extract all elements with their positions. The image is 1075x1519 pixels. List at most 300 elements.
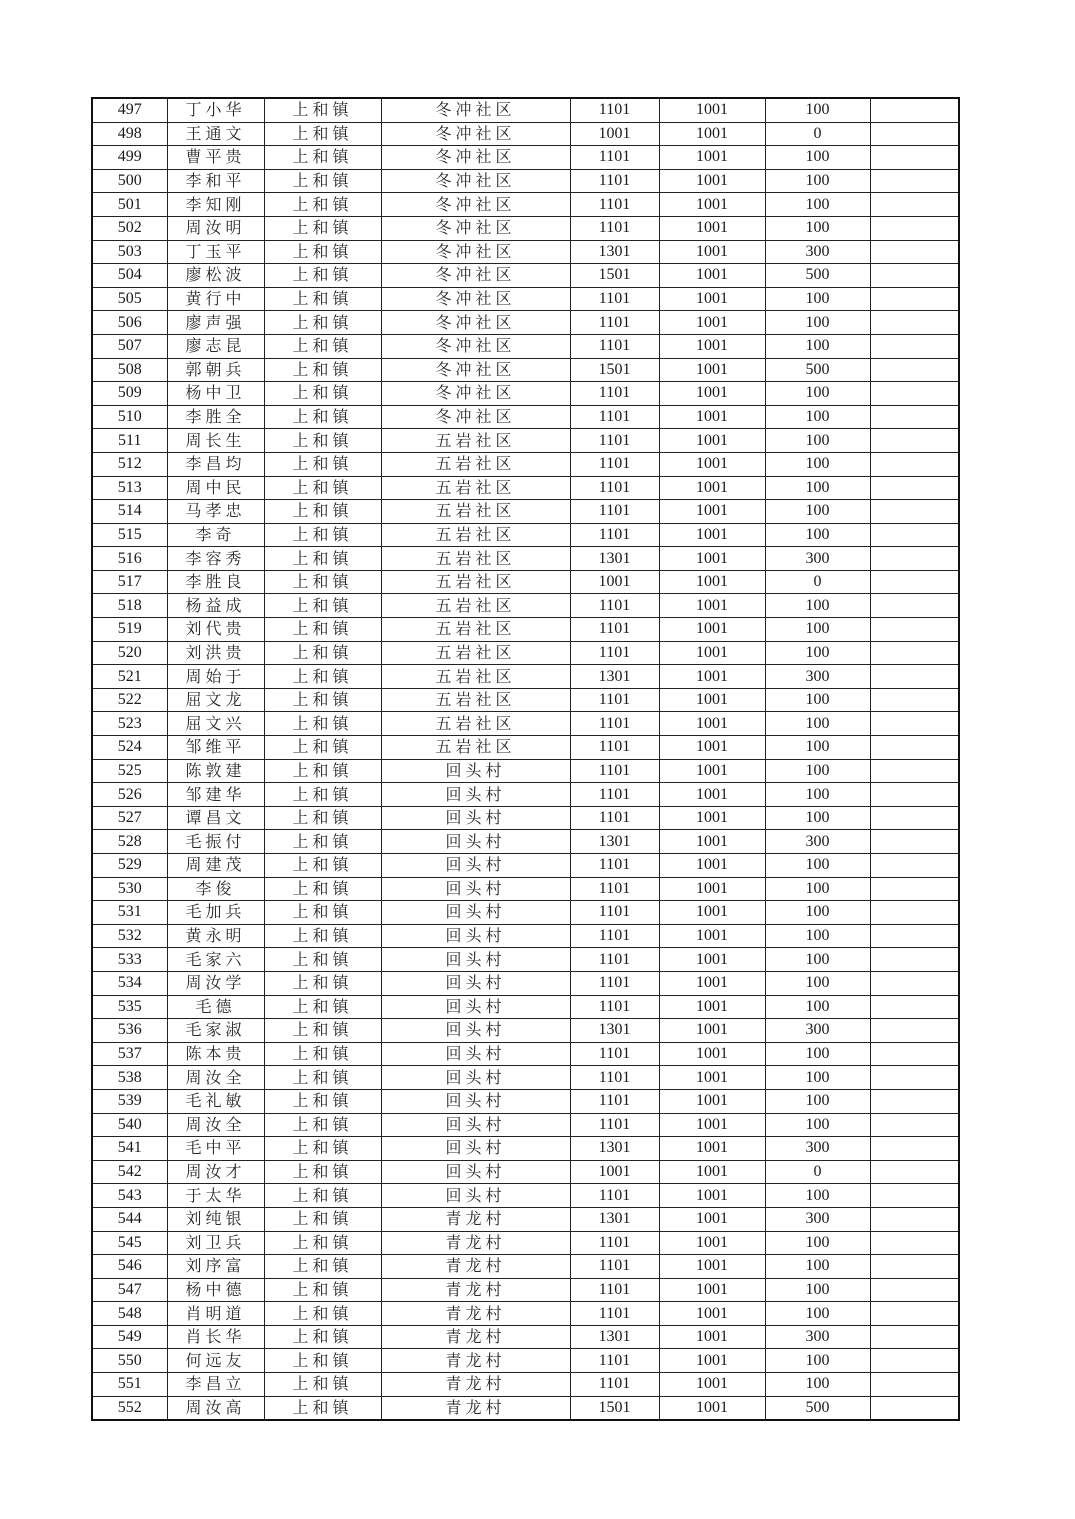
- table-row: [92, 971, 959, 995]
- cell-note: [870, 924, 959, 948]
- cell-person-name: 周汝全: [167, 1113, 264, 1137]
- cell-amount: 100: [765, 476, 870, 500]
- cell-note: [870, 193, 959, 217]
- cell-code-a: 1101: [570, 901, 659, 925]
- cell-town: 上和镇: [264, 240, 381, 264]
- cell-code-a: 1101: [570, 523, 659, 547]
- cell-village: 冬冲社区: [381, 193, 570, 217]
- cell-serial-number: 532: [92, 924, 167, 948]
- cell-village: 青龙村: [381, 1373, 570, 1397]
- cell-serial-number: 515: [92, 523, 167, 547]
- cell-person-name: 李胜良: [167, 570, 264, 594]
- cell-serial-number: 513: [92, 476, 167, 500]
- cell-note: [870, 736, 959, 760]
- table-row: [92, 618, 959, 642]
- cell-amount: 100: [765, 995, 870, 1019]
- cell-code-a: 1101: [570, 169, 659, 193]
- cell-serial-number: 547: [92, 1278, 167, 1302]
- cell-village: 回头村: [381, 971, 570, 995]
- cell-code-a: 1101: [570, 405, 659, 429]
- table-row: [92, 287, 959, 311]
- cell-code-a: 1101: [570, 806, 659, 830]
- cell-village: 冬冲社区: [381, 358, 570, 382]
- cell-person-name: 王通文: [167, 122, 264, 146]
- cell-code-b: 1001: [659, 736, 765, 760]
- cell-amount: 100: [765, 736, 870, 760]
- cell-amount: 0: [765, 122, 870, 146]
- table-row: [92, 1019, 959, 1043]
- cell-code-a: 1101: [570, 216, 659, 240]
- cell-code-b: 1001: [659, 98, 765, 122]
- table-row: [92, 405, 959, 429]
- cell-person-name: 廖松波: [167, 264, 264, 288]
- table-row: [92, 759, 959, 783]
- cell-amount: 100: [765, 759, 870, 783]
- cell-code-a: 1101: [570, 641, 659, 665]
- table-row: [92, 311, 959, 335]
- cell-code-b: 1001: [659, 169, 765, 193]
- cell-note: [870, 146, 959, 170]
- cell-amount: 100: [765, 334, 870, 358]
- cell-person-name: 于太华: [167, 1184, 264, 1208]
- cell-person-name: 毛礼敏: [167, 1089, 264, 1113]
- cell-person-name: 杨益成: [167, 594, 264, 618]
- cell-note: [870, 877, 959, 901]
- cell-person-name: 刘序富: [167, 1255, 264, 1279]
- cell-code-a: 1101: [570, 1373, 659, 1397]
- cell-town: 上和镇: [264, 169, 381, 193]
- table-row: [92, 854, 959, 878]
- cell-code-b: 1001: [659, 500, 765, 524]
- cell-person-name: 屈文兴: [167, 712, 264, 736]
- cell-code-b: 1001: [659, 830, 765, 854]
- cell-person-name: 屈文龙: [167, 688, 264, 712]
- cell-person-name: 邹维平: [167, 736, 264, 760]
- cell-town: 上和镇: [264, 1302, 381, 1326]
- cell-serial-number: 542: [92, 1160, 167, 1184]
- cell-code-b: 1001: [659, 547, 765, 571]
- cell-village: 回头村: [381, 901, 570, 925]
- cell-note: [870, 1019, 959, 1043]
- cell-village: 冬冲社区: [381, 382, 570, 406]
- cell-amount: 100: [765, 452, 870, 476]
- cell-person-name: 周汝才: [167, 1160, 264, 1184]
- cell-town: 上和镇: [264, 1373, 381, 1397]
- cell-note: [870, 500, 959, 524]
- table-row: [92, 712, 959, 736]
- table-row: [92, 240, 959, 264]
- cell-serial-number: 507: [92, 334, 167, 358]
- cell-note: [870, 334, 959, 358]
- cell-note: [870, 1137, 959, 1161]
- cell-serial-number: 508: [92, 358, 167, 382]
- cell-village: 冬冲社区: [381, 216, 570, 240]
- cell-person-name: 廖声强: [167, 311, 264, 335]
- cell-code-b: 1001: [659, 334, 765, 358]
- cell-amount: 100: [765, 1255, 870, 1279]
- cell-village: 五岩社区: [381, 570, 570, 594]
- cell-note: [870, 1302, 959, 1326]
- cell-amount: 100: [765, 1373, 870, 1397]
- cell-code-a: 1101: [570, 311, 659, 335]
- cell-serial-number: 525: [92, 759, 167, 783]
- cell-person-name: 毛家淑: [167, 1019, 264, 1043]
- cell-note: [870, 712, 959, 736]
- cell-code-b: 1001: [659, 1396, 765, 1420]
- cell-code-b: 1001: [659, 1325, 765, 1349]
- cell-note: [870, 358, 959, 382]
- cell-town: 上和镇: [264, 1255, 381, 1279]
- cell-code-a: 1101: [570, 146, 659, 170]
- cell-serial-number: 498: [92, 122, 167, 146]
- cell-person-name: 周中民: [167, 476, 264, 500]
- cell-code-b: 1001: [659, 759, 765, 783]
- cell-serial-number: 518: [92, 594, 167, 618]
- cell-town: 上和镇: [264, 216, 381, 240]
- cell-code-a: 1101: [570, 594, 659, 618]
- cell-code-b: 1001: [659, 901, 765, 925]
- cell-code-b: 1001: [659, 594, 765, 618]
- cell-person-name: 李知刚: [167, 193, 264, 217]
- cell-code-b: 1001: [659, 1137, 765, 1161]
- cell-town: 上和镇: [264, 830, 381, 854]
- cell-person-name: 毛振付: [167, 830, 264, 854]
- cell-code-a: 1101: [570, 759, 659, 783]
- cell-serial-number: 545: [92, 1231, 167, 1255]
- cell-amount: 100: [765, 500, 870, 524]
- cell-person-name: 杨中德: [167, 1278, 264, 1302]
- cell-village: 冬冲社区: [381, 169, 570, 193]
- cell-note: [870, 1278, 959, 1302]
- cell-code-b: 1001: [659, 1113, 765, 1137]
- cell-note: [870, 1089, 959, 1113]
- cell-serial-number: 550: [92, 1349, 167, 1373]
- table-row: [92, 1184, 959, 1208]
- cell-village: 五岩社区: [381, 641, 570, 665]
- cell-person-name: 杨中卫: [167, 382, 264, 406]
- cell-serial-number: 497: [92, 98, 167, 122]
- table-row: [92, 1325, 959, 1349]
- cell-code-a: 1101: [570, 1089, 659, 1113]
- table-row: [92, 193, 959, 217]
- cell-serial-number: 512: [92, 452, 167, 476]
- cell-code-a: 1101: [570, 334, 659, 358]
- table-row: [92, 877, 959, 901]
- cell-person-name: 李胜全: [167, 405, 264, 429]
- cell-amount: 100: [765, 287, 870, 311]
- cell-person-name: 丁小华: [167, 98, 264, 122]
- cell-serial-number: 501: [92, 193, 167, 217]
- cell-note: [870, 641, 959, 665]
- cell-code-b: 1001: [659, 641, 765, 665]
- cell-note: [870, 854, 959, 878]
- cell-code-a: 1101: [570, 1255, 659, 1279]
- cell-code-a: 1101: [570, 1278, 659, 1302]
- cell-code-a: 1301: [570, 1019, 659, 1043]
- cell-code-b: 1001: [659, 618, 765, 642]
- cell-village: 回头村: [381, 924, 570, 948]
- cell-code-b: 1001: [659, 216, 765, 240]
- cell-note: [870, 1207, 959, 1231]
- cell-amount: 100: [765, 1184, 870, 1208]
- cell-code-a: 1101: [570, 476, 659, 500]
- cell-code-b: 1001: [659, 995, 765, 1019]
- cell-serial-number: 551: [92, 1373, 167, 1397]
- cell-note: [870, 523, 959, 547]
- cell-note: [870, 665, 959, 689]
- cell-village: 冬冲社区: [381, 98, 570, 122]
- cell-person-name: 周汝高: [167, 1396, 264, 1420]
- cell-village: 回头村: [381, 830, 570, 854]
- cell-village: 回头村: [381, 783, 570, 807]
- cell-village: 回头村: [381, 759, 570, 783]
- cell-note: [870, 618, 959, 642]
- cell-serial-number: 528: [92, 830, 167, 854]
- cell-person-name: 肖长华: [167, 1325, 264, 1349]
- cell-village: 冬冲社区: [381, 146, 570, 170]
- cell-note: [870, 901, 959, 925]
- cell-town: 上和镇: [264, 405, 381, 429]
- cell-note: [870, 382, 959, 406]
- cell-person-name: 李昌立: [167, 1373, 264, 1397]
- cell-town: 上和镇: [264, 924, 381, 948]
- table-row: [92, 216, 959, 240]
- cell-village: 五岩社区: [381, 688, 570, 712]
- cell-village: 五岩社区: [381, 500, 570, 524]
- cell-person-name: 李和平: [167, 169, 264, 193]
- cell-town: 上和镇: [264, 1089, 381, 1113]
- cell-code-b: 1001: [659, 971, 765, 995]
- table-row: [92, 995, 959, 1019]
- cell-person-name: 周始于: [167, 665, 264, 689]
- cell-note: [870, 995, 959, 1019]
- cell-code-a: 1101: [570, 736, 659, 760]
- cell-note: [870, 594, 959, 618]
- cell-code-a: 1001: [570, 1160, 659, 1184]
- cell-village: 回头村: [381, 995, 570, 1019]
- cell-amount: 100: [765, 618, 870, 642]
- cell-code-a: 1301: [570, 1207, 659, 1231]
- cell-note: [870, 783, 959, 807]
- cell-person-name: 刘纯银: [167, 1207, 264, 1231]
- cell-serial-number: 505: [92, 287, 167, 311]
- cell-village: 五岩社区: [381, 523, 570, 547]
- table-row: [92, 665, 959, 689]
- cell-amount: 300: [765, 547, 870, 571]
- cell-note: [870, 971, 959, 995]
- cell-village: 青龙村: [381, 1396, 570, 1420]
- cell-note: [870, 405, 959, 429]
- cell-town: 上和镇: [264, 759, 381, 783]
- cell-person-name: 李奇: [167, 523, 264, 547]
- cell-town: 上和镇: [264, 570, 381, 594]
- cell-note: [870, 1373, 959, 1397]
- cell-village: 回头村: [381, 1184, 570, 1208]
- cell-serial-number: 533: [92, 948, 167, 972]
- table-row: [92, 334, 959, 358]
- cell-town: 上和镇: [264, 193, 381, 217]
- cell-town: 上和镇: [264, 995, 381, 1019]
- cell-code-a: 1101: [570, 995, 659, 1019]
- table-row: [92, 169, 959, 193]
- table-row: [92, 122, 959, 146]
- cell-code-a: 1001: [570, 122, 659, 146]
- cell-amount: 300: [765, 1325, 870, 1349]
- cell-amount: 100: [765, 193, 870, 217]
- cell-person-name: 周汝全: [167, 1066, 264, 1090]
- cell-code-b: 1001: [659, 1373, 765, 1397]
- cell-amount: 100: [765, 1089, 870, 1113]
- table-row: [92, 948, 959, 972]
- cell-person-name: 李昌均: [167, 452, 264, 476]
- table-row: [92, 1137, 959, 1161]
- cell-village: 五岩社区: [381, 547, 570, 571]
- cell-person-name: 肖明道: [167, 1302, 264, 1326]
- cell-person-name: 郭朝兵: [167, 358, 264, 382]
- cell-person-name: 毛家六: [167, 948, 264, 972]
- cell-village: 回头村: [381, 1066, 570, 1090]
- cell-amount: 300: [765, 240, 870, 264]
- cell-note: [870, 1113, 959, 1137]
- cell-note: [870, 570, 959, 594]
- cell-serial-number: 536: [92, 1019, 167, 1043]
- cell-serial-number: 549: [92, 1325, 167, 1349]
- cell-note: [870, 948, 959, 972]
- cell-town: 上和镇: [264, 523, 381, 547]
- table-row: [92, 1231, 959, 1255]
- table-row: [92, 1113, 959, 1137]
- cell-code-a: 1101: [570, 854, 659, 878]
- cell-serial-number: 546: [92, 1255, 167, 1279]
- cell-code-b: 1001: [659, 1207, 765, 1231]
- cell-village: 回头村: [381, 1160, 570, 1184]
- cell-town: 上和镇: [264, 901, 381, 925]
- cell-town: 上和镇: [264, 1113, 381, 1137]
- cell-code-a: 1101: [570, 783, 659, 807]
- cell-amount: 300: [765, 1207, 870, 1231]
- cell-amount: 300: [765, 1019, 870, 1043]
- cell-amount: 500: [765, 1396, 870, 1420]
- cell-amount: 500: [765, 264, 870, 288]
- cell-town: 上和镇: [264, 452, 381, 476]
- cell-town: 上和镇: [264, 122, 381, 146]
- cell-amount: 100: [765, 1042, 870, 1066]
- cell-note: [870, 216, 959, 240]
- cell-amount: 100: [765, 382, 870, 406]
- table-row: [92, 688, 959, 712]
- cell-village: 五岩社区: [381, 594, 570, 618]
- cell-code-b: 1001: [659, 287, 765, 311]
- cell-amount: 100: [765, 806, 870, 830]
- cell-note: [870, 759, 959, 783]
- table-row: [92, 146, 959, 170]
- cell-note: [870, 429, 959, 453]
- cell-town: 上和镇: [264, 971, 381, 995]
- cell-person-name: 陈本贵: [167, 1042, 264, 1066]
- cell-note: [870, 264, 959, 288]
- cell-code-a: 1101: [570, 1349, 659, 1373]
- cell-town: 上和镇: [264, 311, 381, 335]
- cell-town: 上和镇: [264, 1325, 381, 1349]
- cell-town: 上和镇: [264, 500, 381, 524]
- cell-person-name: 黄行中: [167, 287, 264, 311]
- cell-code-a: 1101: [570, 382, 659, 406]
- cell-code-b: 1001: [659, 877, 765, 901]
- table-row: [92, 429, 959, 453]
- cell-code-b: 1001: [659, 476, 765, 500]
- cell-town: 上和镇: [264, 1042, 381, 1066]
- cell-person-name: 何远友: [167, 1349, 264, 1373]
- cell-code-a: 1301: [570, 1325, 659, 1349]
- cell-amount: 100: [765, 971, 870, 995]
- cell-person-name: 马孝忠: [167, 500, 264, 524]
- cell-town: 上和镇: [264, 1278, 381, 1302]
- table-row: [92, 476, 959, 500]
- cell-village: 冬冲社区: [381, 122, 570, 146]
- cell-amount: 100: [765, 1231, 870, 1255]
- cell-note: [870, 1160, 959, 1184]
- cell-town: 上和镇: [264, 334, 381, 358]
- cell-serial-number: 526: [92, 783, 167, 807]
- cell-code-b: 1001: [659, 712, 765, 736]
- cell-serial-number: 500: [92, 169, 167, 193]
- cell-village: 回头村: [381, 948, 570, 972]
- cell-note: [870, 1349, 959, 1373]
- cell-serial-number: 522: [92, 688, 167, 712]
- table-row: [92, 500, 959, 524]
- cell-town: 上和镇: [264, 382, 381, 406]
- cell-person-name: 刘卫兵: [167, 1231, 264, 1255]
- cell-amount: 300: [765, 830, 870, 854]
- table-row: [92, 358, 959, 382]
- cell-serial-number: 544: [92, 1207, 167, 1231]
- table-row: [92, 1066, 959, 1090]
- cell-code-b: 1001: [659, 1278, 765, 1302]
- cell-note: [870, 1325, 959, 1349]
- cell-serial-number: 521: [92, 665, 167, 689]
- cell-person-name: 李容秀: [167, 547, 264, 571]
- cell-code-b: 1001: [659, 1042, 765, 1066]
- cell-village: 冬冲社区: [381, 264, 570, 288]
- cell-amount: 100: [765, 688, 870, 712]
- cell-town: 上和镇: [264, 641, 381, 665]
- cell-amount: 500: [765, 358, 870, 382]
- cell-code-a: 1101: [570, 1113, 659, 1137]
- cell-amount: 100: [765, 1349, 870, 1373]
- cell-code-b: 1001: [659, 193, 765, 217]
- cell-code-b: 1001: [659, 688, 765, 712]
- cell-town: 上和镇: [264, 736, 381, 760]
- cell-serial-number: 510: [92, 405, 167, 429]
- cell-person-name: 毛中平: [167, 1137, 264, 1161]
- cell-code-a: 1101: [570, 500, 659, 524]
- cell-town: 上和镇: [264, 264, 381, 288]
- cell-person-name: 毛德: [167, 995, 264, 1019]
- cell-person-name: 周建茂: [167, 854, 264, 878]
- cell-note: [870, 1184, 959, 1208]
- table-row: [92, 901, 959, 925]
- cell-village: 五岩社区: [381, 712, 570, 736]
- cell-note: [870, 311, 959, 335]
- cell-town: 上和镇: [264, 1231, 381, 1255]
- cell-town: 上和镇: [264, 806, 381, 830]
- cell-amount: 100: [765, 877, 870, 901]
- table-row: [92, 1278, 959, 1302]
- cell-note: [870, 98, 959, 122]
- cell-code-a: 1101: [570, 429, 659, 453]
- cell-serial-number: 552: [92, 1396, 167, 1420]
- cell-amount: 100: [765, 924, 870, 948]
